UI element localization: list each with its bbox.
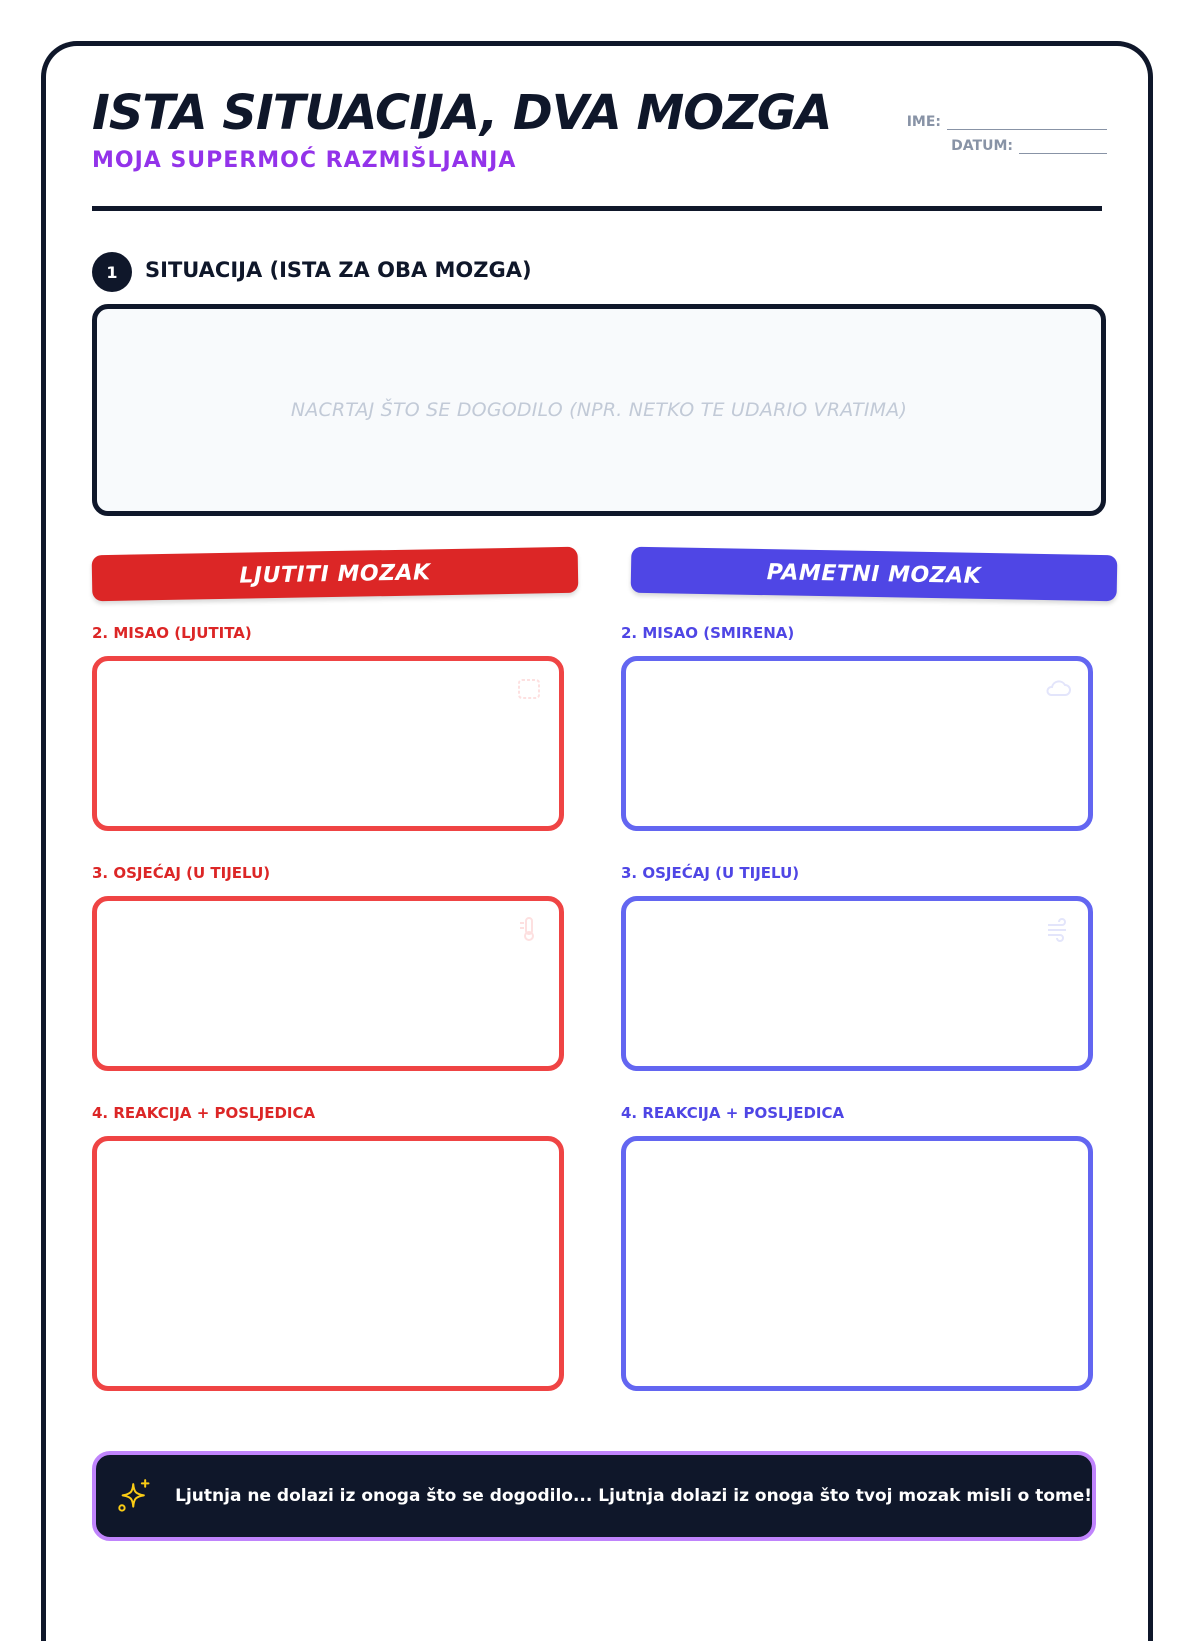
smart-reaction-label: 4. REAKCIJA + POSLJEDICA xyxy=(621,1104,845,1122)
cloud-icon xyxy=(1044,675,1072,703)
step-number-badge: 1 xyxy=(92,252,132,292)
angry-feeling-label: 3. OSJEĆAJ (U TIJELU) xyxy=(92,864,271,882)
smart-feeling-label: 3. OSJEĆAJ (U TIJELU) xyxy=(621,864,800,882)
sparkle-icon xyxy=(116,1468,153,1524)
angry-thought-label: 2. MISAO (LJUTITA) xyxy=(92,624,252,642)
smart-thought-label: 2. MISAO (SMIRENA) xyxy=(621,624,795,642)
smart-feeling-box[interactable] xyxy=(621,896,1093,1071)
smart-brain-banner: PAMETNI MOZAK xyxy=(631,547,1118,601)
situation-title: SITUACIJA (ISTA ZA OBA MOZGA) xyxy=(145,258,532,282)
worksheet-page xyxy=(41,41,1153,1641)
wind-icon xyxy=(1044,915,1072,943)
name-field[interactable] xyxy=(907,114,1107,130)
smart-thought-box[interactable] xyxy=(621,656,1093,831)
date-field[interactable] xyxy=(951,138,1107,154)
date-label: DATUM: xyxy=(951,138,1013,154)
situation-hint: NACRTAJ ŠTO SE DOGODILO (NPR. NETKO TE UDARIO VRATIMA) xyxy=(290,399,908,421)
angry-reaction-box[interactable] xyxy=(92,1136,564,1391)
angry-brain-banner: LJUTITI MOZAK xyxy=(92,547,579,601)
storm-cloud-icon xyxy=(515,675,543,703)
situation-drawing-box[interactable] xyxy=(92,304,1106,516)
date-line xyxy=(1019,141,1107,154)
angry-reaction-label: 4. REAKCIJA + POSLJEDICA xyxy=(92,1104,316,1122)
footer-quote-text: Ljutnja ne dolazi iz onoga što se dogodilo... Ljutnja dolazi iz onoga što tvoj mozak misli o tome! xyxy=(175,1486,1092,1506)
page-title: ISTA SITUACIJA, DVA MOZGA xyxy=(92,85,832,141)
name-label: IME: xyxy=(906,114,941,130)
angry-feeling-box[interactable] xyxy=(92,896,564,1071)
angry-thought-box[interactable] xyxy=(92,656,564,831)
name-line xyxy=(947,117,1107,130)
footer-quote-banner xyxy=(92,1451,1096,1541)
page-subtitle: MOJA SUPERMOĆ RAZMIŠLJANJA xyxy=(92,148,517,173)
smart-reaction-box[interactable] xyxy=(621,1136,1093,1391)
thermometer-icon xyxy=(515,915,543,943)
header-divider xyxy=(92,206,1102,211)
